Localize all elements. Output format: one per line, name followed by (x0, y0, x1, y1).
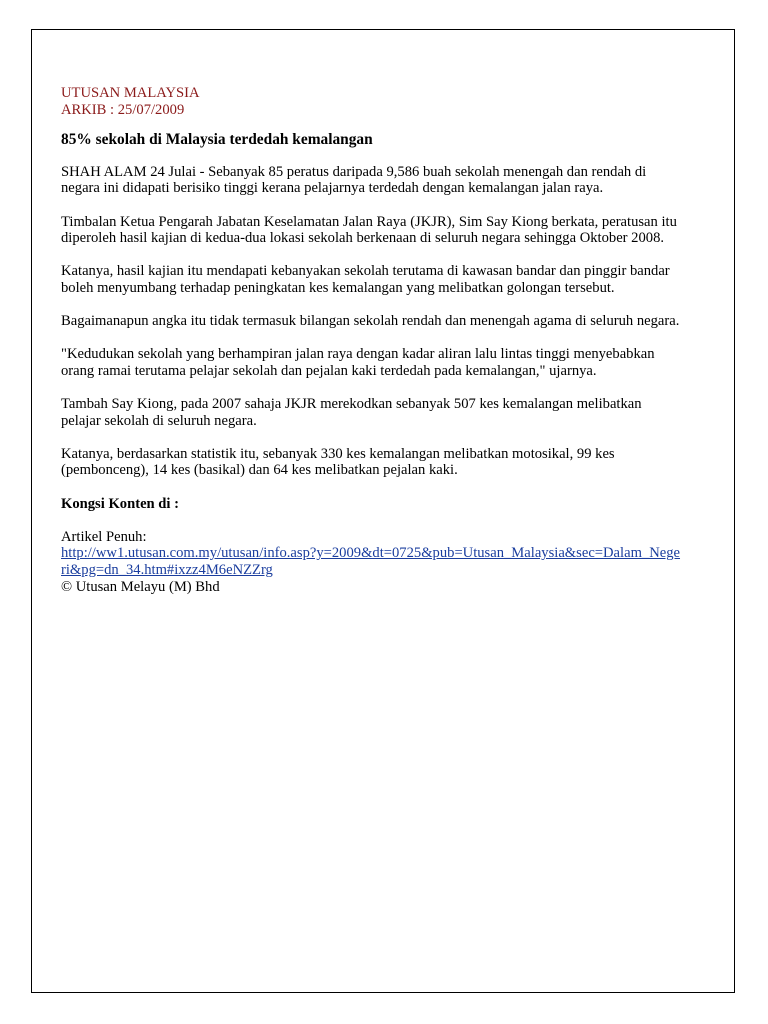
full-article-label: Artikel Penuh: (61, 528, 147, 545)
full-article-link[interactable]: http://ww1.utusan.com.my/utusan/info.asp?y=2009&dt=0725&pub=Utusan_Malaysia&sec=Dalam_Negeri&pg=dn_34.htm#ixzz4M6eNZZrg (61, 545, 681, 579)
article-paragraph: Bagaimanapun angka itu tidak termasuk bilangan sekolah rendah dan menengah agama di seluruh negara. (61, 313, 680, 330)
archive-date: ARKIB : 25/07/2009 (61, 101, 185, 118)
share-label: Kongsi Konten di : (61, 495, 179, 512)
article-headline: 85% sekolah di Malaysia terdedah kemalangan (61, 131, 373, 149)
article-content (61, 85, 681, 595)
copyright-notice: © Utusan Melayu (M) Bhd (61, 578, 220, 595)
publication-name: UTUSAN MALAYSIA (61, 85, 200, 101)
article-paragraph: Timbalan Ketua Pengarah Jabatan Keselamatan Jalan Raya (JKJR), Sim Say Kiong berkata, peratusan itu diperoleh hasil kajian di kedua-dua lokasi sekolah berkenaan di seluruh negara sehingga Oktober 2008. (61, 213, 677, 247)
article-paragraph: Katanya, berdasarkan statistik itu, sebanyak 330 kes kemalangan melibatkan motosikal, 99 kes (pembonceng), 14 kes (basikal) dan 64 kes melibatkan pejalan kaki. (61, 445, 615, 479)
article-paragraph: Katanya, hasil kajian itu mendapati kebanyakan sekolah terutama di kawasan bandar dan pinggir bandar boleh menyumbang terhadap peningkatan kes kemalangan yang melibatkan golongan tersebut. (61, 263, 670, 296)
article-paragraph: SHAH ALAM 24 Julai - Sebanyak 85 peratus daripada 9,586 buah sekolah menengah dan rendah di negara ini didapati berisiko tinggi kerana pelajarnya terdedah dengan kemalangan jalan raya. (61, 163, 647, 197)
article-paragraph: "Kedudukan sekolah yang berhampiran jalan raya dengan kadar aliran lalu lintas tinggi menyebabkan orang ramai terutama pelajar sekolah dan pejalan kaki terdedah pada kemalangan," ujarnya. (61, 346, 655, 379)
article-paragraph: Tambah Say Kiong, pada 2007 sahaja JKJR merekodkan sebanyak 507 kes kemalangan melibatkan pelajar sekolah di seluruh negara. (61, 396, 642, 429)
